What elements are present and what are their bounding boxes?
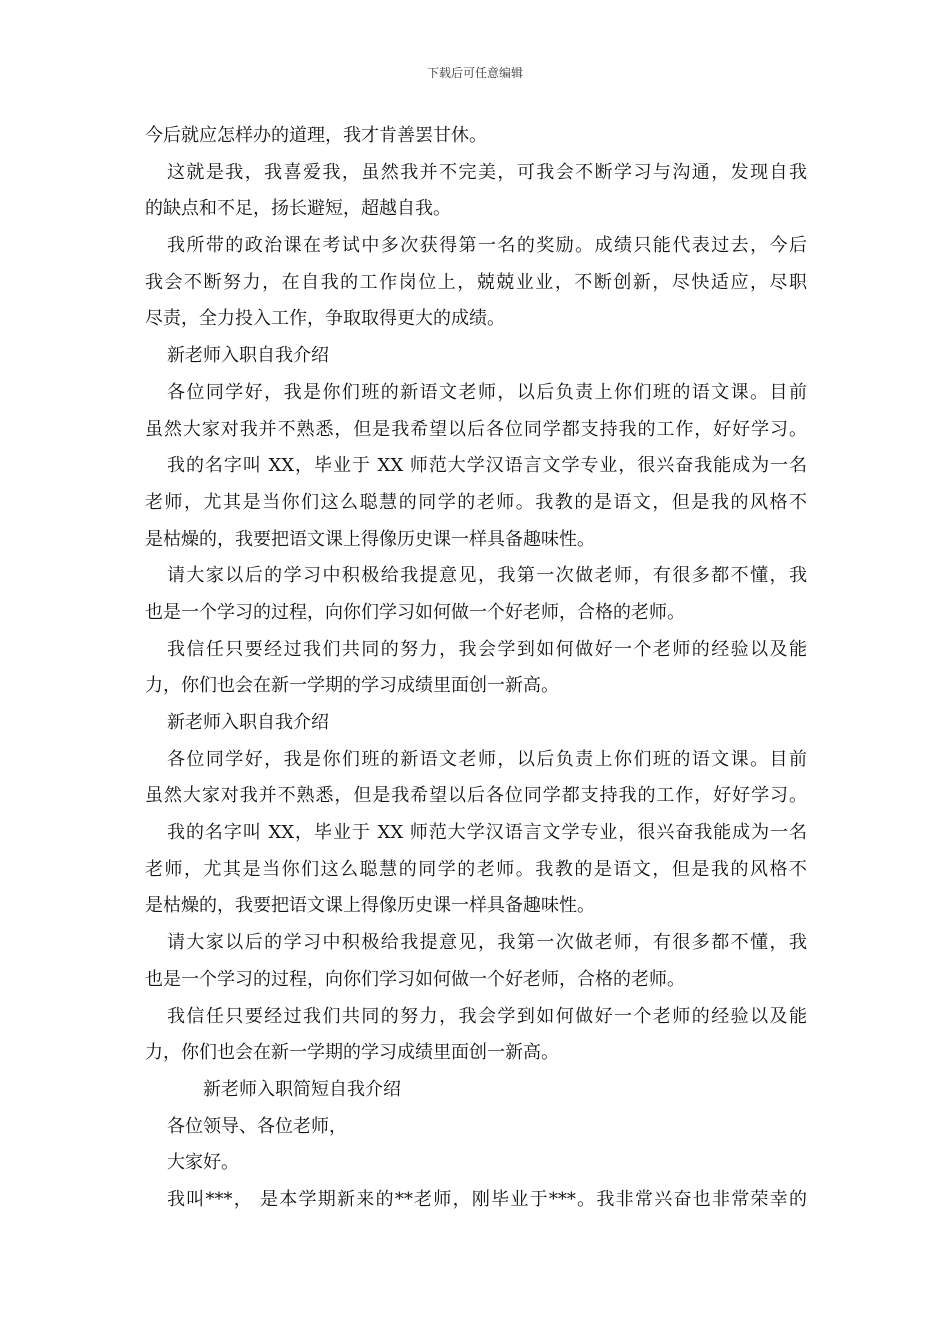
section-heading: 新老师入职自我介绍 bbox=[167, 712, 329, 733]
text-line: 力，你们也会在新一学期的学习成绩里面创一新高。 bbox=[145, 1042, 559, 1064]
text-line: 老师，尤其是当你们这么聪慧的同学的老师。我教的是语文，但是我的风格不 bbox=[145, 491, 807, 513]
text-line: 各位同学好，我是你们班的新语文老师，以后负责上你们班的语文课。目前 bbox=[167, 381, 807, 403]
text-line: 我信任只要经过我们共同的努力，我会学到如何做好一个老师的经验以及能 bbox=[167, 638, 807, 660]
text-line: 大家好。 bbox=[167, 1152, 239, 1174]
text-line: 我所带的政治课在考试中多次获得第一名的奖励。成绩只能代表过去，今后 bbox=[167, 235, 807, 257]
text-line: 是枯燥的，我要把语文课上得像历史课一样具备趣味性。 bbox=[145, 895, 595, 917]
text-line: 是枯燥的，我要把语文课上得像历史课一样具备趣味性。 bbox=[145, 528, 595, 550]
text-line: 我的名字叫 XX，毕业于 XX 师范大学汉语言文学专业，很兴奋我能成为一名 bbox=[167, 455, 807, 477]
document-body bbox=[145, 118, 807, 1219]
text-line: 这就是我，我喜爱我，虽然我并不完美，可我会不断学习与沟通，发现自我 bbox=[167, 161, 807, 183]
text-line: 我叫***， 是本学期新来的**老师，刚毕业于***。我非常兴奋也非常荣幸的 bbox=[167, 1188, 807, 1210]
section-heading: 新老师入职自我介绍 bbox=[167, 345, 329, 367]
text-line: 老师，尤其是当你们这么聪慧的同学的老师。我教的是语文，但是我的风格不 bbox=[145, 858, 807, 880]
text-line: 也是一个学习的过程，向你们学习如何做一个好老师，合格的老师。 bbox=[145, 601, 685, 623]
text-line: 虽然大家对我并不熟悉，但是我希望以后各位同学都支持我的工作，好好学习。 bbox=[145, 785, 807, 807]
text-line: 我会不断努力，在自我的工作岗位上，兢兢业业，不断创新，尽快适应，尽职 bbox=[145, 271, 807, 293]
text-line: 力，你们也会在新一学期的学习成绩里面创一新高。 bbox=[145, 675, 559, 697]
text-line: 尽责，全力投入工作，争取取得更大的成绩。 bbox=[145, 308, 505, 330]
section-heading: 新老师入职简短自我介绍 bbox=[203, 1078, 401, 1100]
text-line: 虽然大家对我并不熟悉，但是我希望以后各位同学都支持我的工作，好好学习。 bbox=[145, 418, 807, 440]
text-line: 也是一个学习的过程，向你们学习如何做一个好老师，合格的老师。 bbox=[145, 968, 685, 990]
text-line: 的缺点和不足，扬长避短，超越自我。 bbox=[145, 198, 451, 220]
text-line: 各位领导、各位老师， bbox=[167, 1115, 347, 1137]
text-line: 今后就应怎样办的道理，我才肯善罢甘休。 bbox=[145, 125, 487, 146]
text-line: 我信任只要经过我们共同的努力，我会学到如何做好一个老师的经验以及能 bbox=[167, 1005, 807, 1027]
text-line: 请大家以后的学习中积极给我提意见，我第一次做老师，有很多都不懂，我 bbox=[167, 932, 807, 954]
text-line: 我的名字叫 XX，毕业于 XX 师范大学汉语言文学专业，很兴奋我能成为一名 bbox=[167, 822, 807, 844]
text-line: 请大家以后的学习中积极给我提意见，我第一次做老师，有很多都不懂，我 bbox=[167, 565, 807, 587]
text-line: 各位同学好，我是你们班的新语文老师，以后负责上你们班的语文课。目前 bbox=[167, 748, 807, 770]
page-header: 下载后可任意编辑 bbox=[426, 66, 523, 80]
